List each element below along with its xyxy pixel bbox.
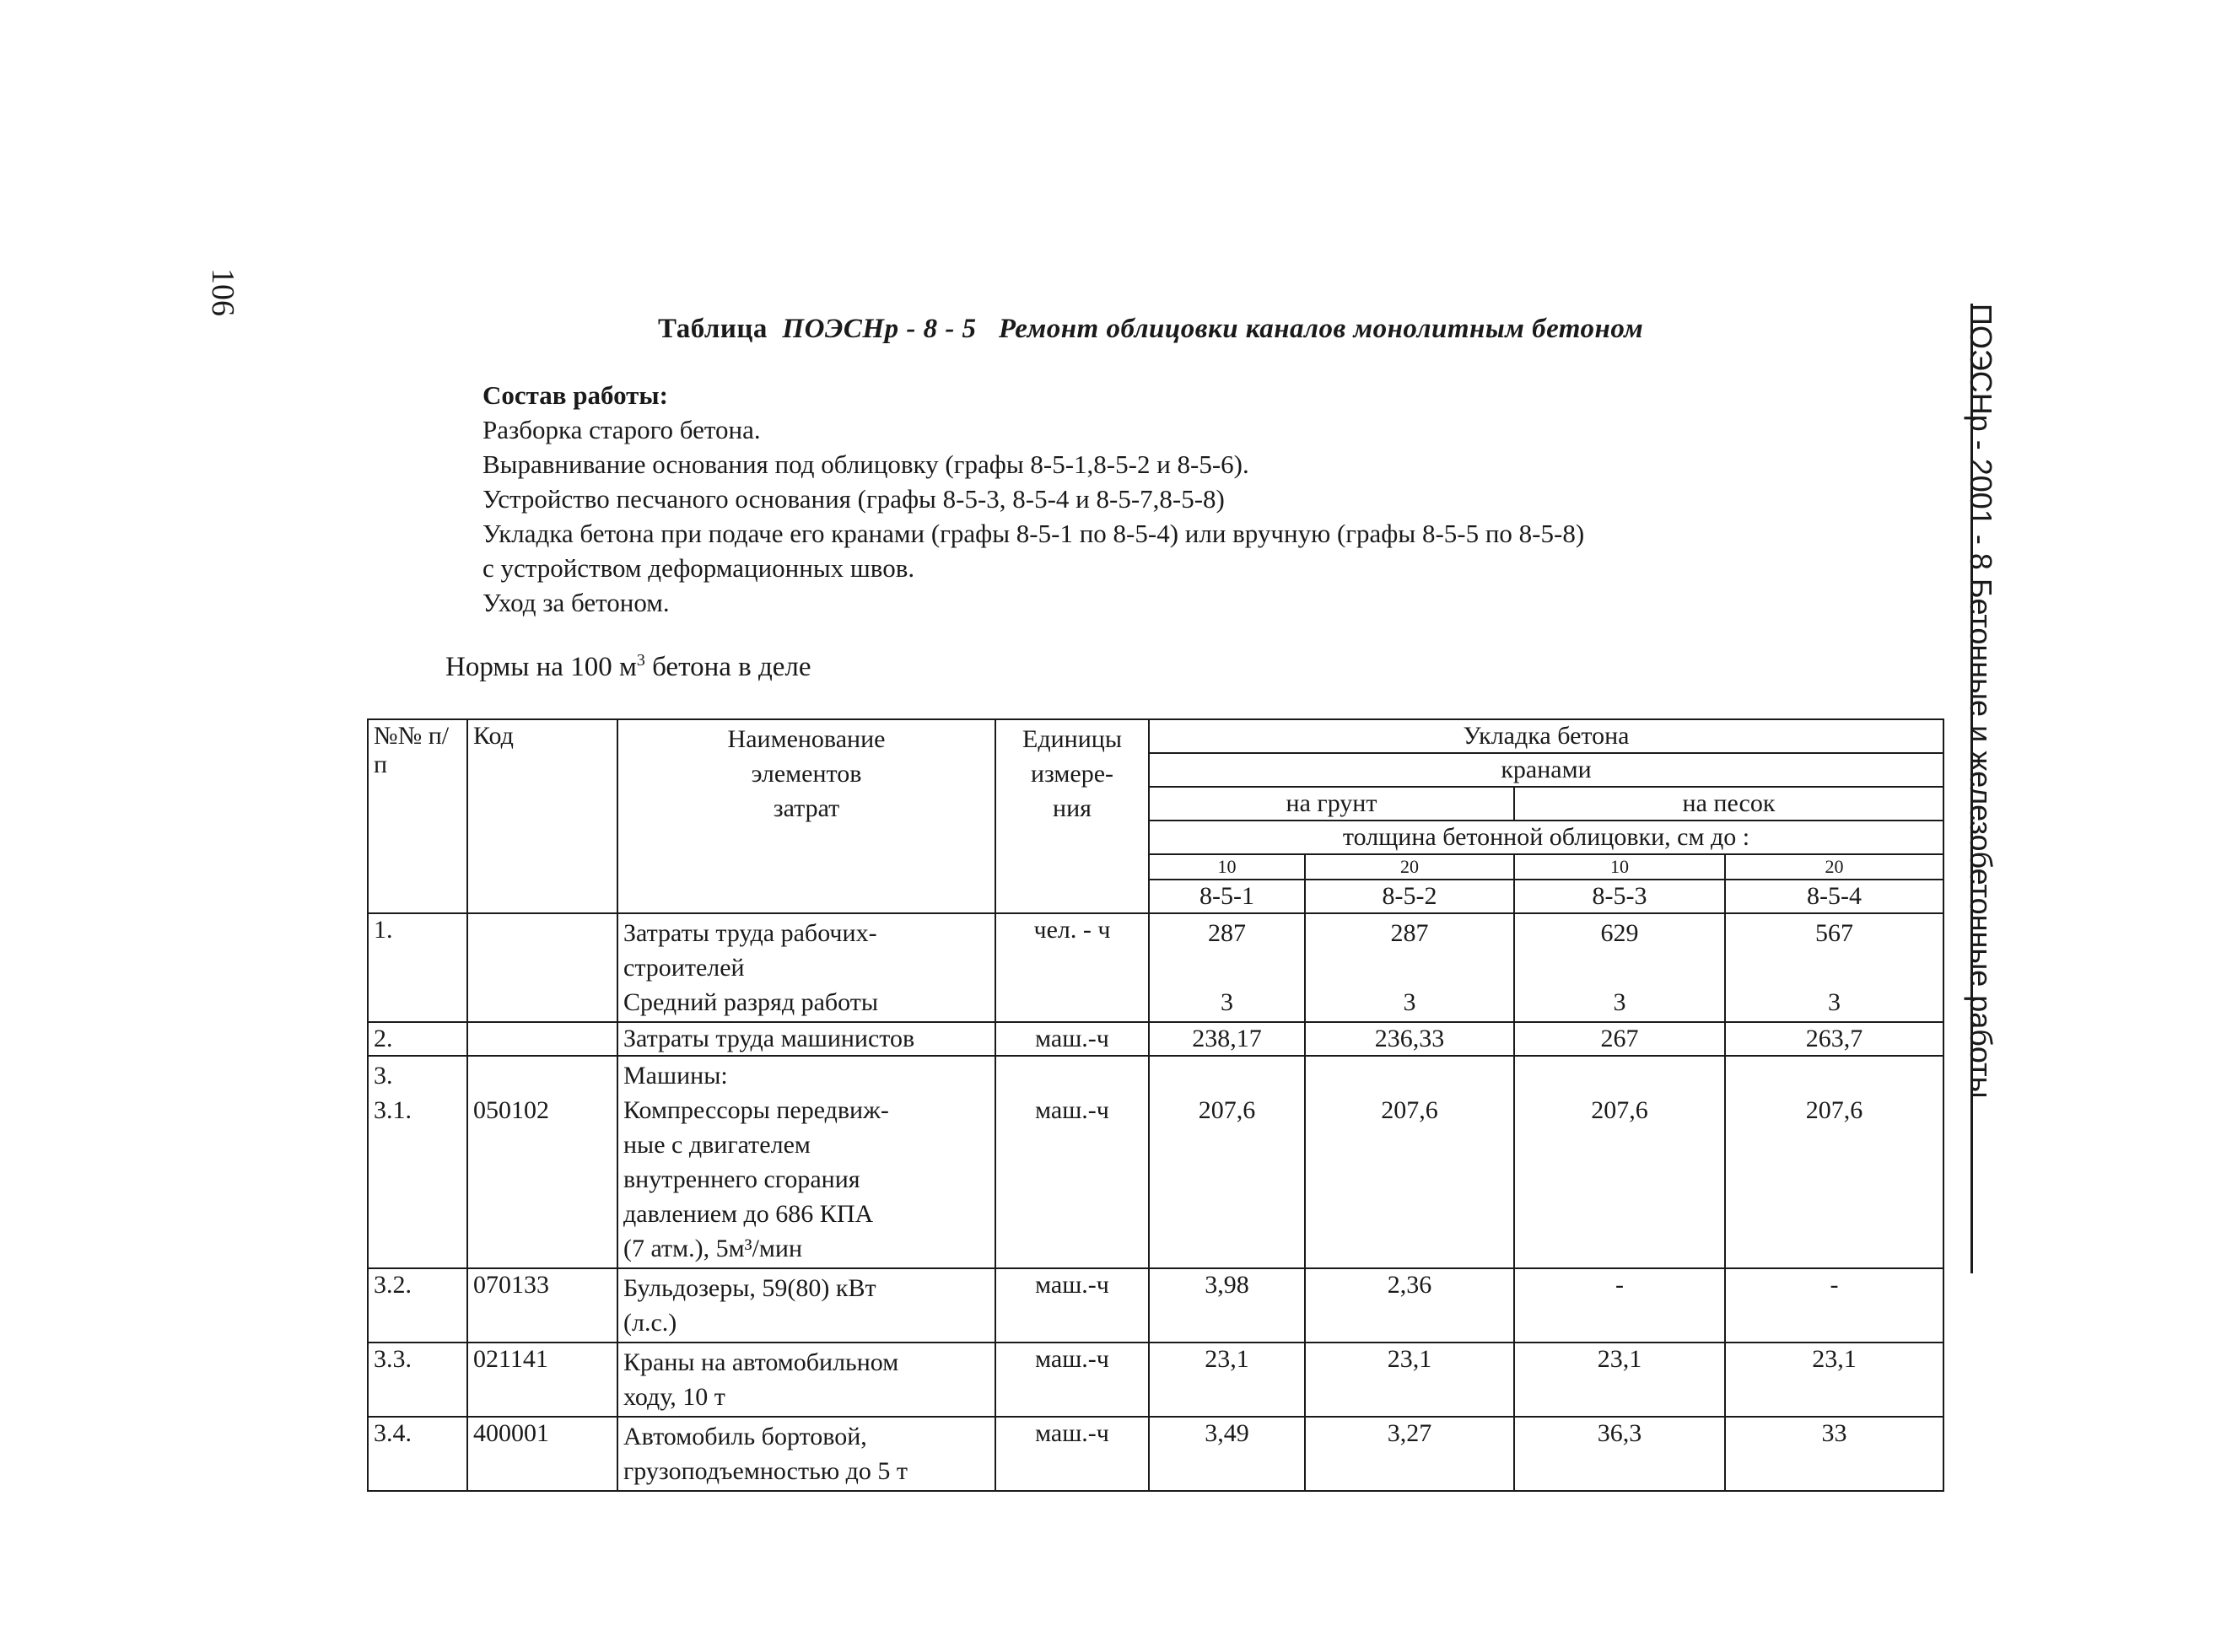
composition-line: Разборка старого бетона. [482, 415, 761, 444]
composition-line: Устройство песчаного основания (графы 8-5-3, 8-5-4 и 8-5-7,8-5-8) [482, 484, 1225, 514]
composition-line: Выравнивание основания под облицовку (графы 8-5-1,8-5-2 и 8-5-6). [482, 449, 1249, 479]
row-num: 3. 3.1. [368, 1056, 467, 1268]
row-unit: маш.-ч [995, 1268, 1149, 1343]
row-value: 263,7 [1725, 1022, 1943, 1056]
table-title [658, 314, 1643, 345]
row-value: 23,1 [1514, 1343, 1725, 1417]
row-value: 207,6 [1725, 1056, 1943, 1268]
row-value: 3,27 [1305, 1417, 1514, 1491]
row-value: 236,33 [1305, 1022, 1514, 1056]
header-group: Укладка бетона [1149, 719, 1943, 753]
thickness-value: 10 [1514, 854, 1725, 880]
column-code: 8-5-1 [1149, 880, 1305, 913]
row-value: - [1725, 1268, 1943, 1343]
row-value: 267 [1514, 1022, 1725, 1056]
table-title-prefix: Таблица [658, 314, 768, 344]
table-title-code: ПОЭСНр - 8 - 5 [782, 314, 977, 344]
norms-text: Нормы на 100 м [445, 652, 637, 682]
row-value: 287 3 [1305, 913, 1514, 1022]
row-name: Краны на автомобильном ходу, 10 т [617, 1343, 995, 1417]
norms-suffix: бетона в деле [644, 652, 811, 682]
row-unit: маш.-ч [995, 1056, 1149, 1268]
row-code: 050102 [467, 1056, 617, 1268]
row-value: 3,49 [1149, 1417, 1305, 1491]
header-code: Код [467, 719, 617, 913]
row-num: 3.2. [368, 1268, 467, 1343]
composition-heading: Состав работы: [482, 380, 668, 410]
norms-table [367, 718, 1944, 1492]
row-unit: маш.-ч [995, 1022, 1149, 1056]
row-value: 287 3 [1149, 913, 1305, 1022]
header-sand: на песок [1514, 787, 1943, 821]
row-unit: маш.-ч [995, 1343, 1149, 1417]
row-num: 3.3. [368, 1343, 467, 1417]
composition-line: с устройством деформационных швов. [482, 553, 915, 583]
norms-caption [445, 651, 811, 683]
row-value: 33 [1725, 1417, 1943, 1491]
column-code: 8-5-3 [1514, 880, 1725, 913]
table-row [368, 913, 1943, 1022]
side-header: ПОЭСНр - 2001 - 8 Бетонные и железобетонные работы [1964, 304, 1998, 1099]
row-value: 23,1 [1305, 1343, 1514, 1417]
row-value: 2,36 [1305, 1268, 1514, 1343]
row-code: 070133 [467, 1268, 617, 1343]
row-name: Затраты труда рабочих- строителей Средний разряд работы [617, 913, 995, 1022]
row-value: 567 3 [1725, 913, 1943, 1022]
header-subgroup: кранами [1149, 753, 1943, 787]
composition-line: Укладка бетона при подаче его кранами (графы 8-5-1 по 8-5-4) или вручную (графы 8-5-5 по 8-5-8) [482, 519, 1585, 548]
row-value: 207,6 [1514, 1056, 1725, 1268]
table-row [368, 1268, 1943, 1343]
row-name: Автомобиль бортовой, грузоподъемностью до 5 т [617, 1417, 995, 1491]
table-row [368, 1343, 1943, 1417]
norms-sup: 3 [636, 651, 645, 670]
row-value: 3,98 [1149, 1268, 1305, 1343]
header-num: №№ п/п [368, 719, 467, 913]
header-name: Наименование элементов затрат [617, 719, 995, 913]
row-unit: чел. - ч [995, 913, 1149, 1022]
row-num: 1. [368, 913, 467, 1022]
thickness-value: 10 [1149, 854, 1305, 880]
thickness-value: 20 [1725, 854, 1943, 880]
thickness-value: 20 [1305, 854, 1514, 880]
column-code: 8-5-2 [1305, 880, 1514, 913]
composition-line: Уход за бетоном. [482, 588, 670, 617]
table-row [368, 1022, 1943, 1056]
row-code [467, 913, 617, 1022]
row-value: 629 3 [1514, 913, 1725, 1022]
row-value: 23,1 [1149, 1343, 1305, 1417]
row-num: 2. [368, 1022, 467, 1056]
row-code: 400001 [467, 1417, 617, 1491]
row-name: Затраты труда машинистов [617, 1022, 995, 1056]
row-num: 3.4. [368, 1417, 467, 1491]
row-value: 207,6 [1149, 1056, 1305, 1268]
column-code: 8-5-4 [1725, 880, 1943, 913]
row-code [467, 1022, 617, 1056]
table-row [368, 1056, 1943, 1268]
page-number: 106 [205, 268, 240, 316]
row-name: Машины: Компрессоры передвиж- ные с двигателем внутреннего сгорания давлением до 686 КПА (7 атм.), 5м³/мин [617, 1056, 995, 1268]
row-name: Бульдозеры, 59(80) кВт (л.с.) [617, 1268, 995, 1343]
table-title-text: Ремонт облицовки каналов монолитным бетоном [998, 314, 1644, 344]
header-ground: на грунт [1149, 787, 1514, 821]
row-code: 021141 [467, 1343, 617, 1417]
row-unit: маш.-ч [995, 1417, 1149, 1491]
row-value: 238,17 [1149, 1022, 1305, 1056]
work-composition [482, 378, 1584, 620]
row-value: 23,1 [1725, 1343, 1943, 1417]
row-value: 207,6 [1305, 1056, 1514, 1268]
header-thickness: толщина бетонной облицовки, см до : [1149, 821, 1943, 854]
row-value: 36,3 [1514, 1417, 1725, 1491]
table-row [368, 1417, 1943, 1491]
header-unit: Единицы измере- ния [995, 719, 1149, 913]
row-value: - [1514, 1268, 1725, 1343]
